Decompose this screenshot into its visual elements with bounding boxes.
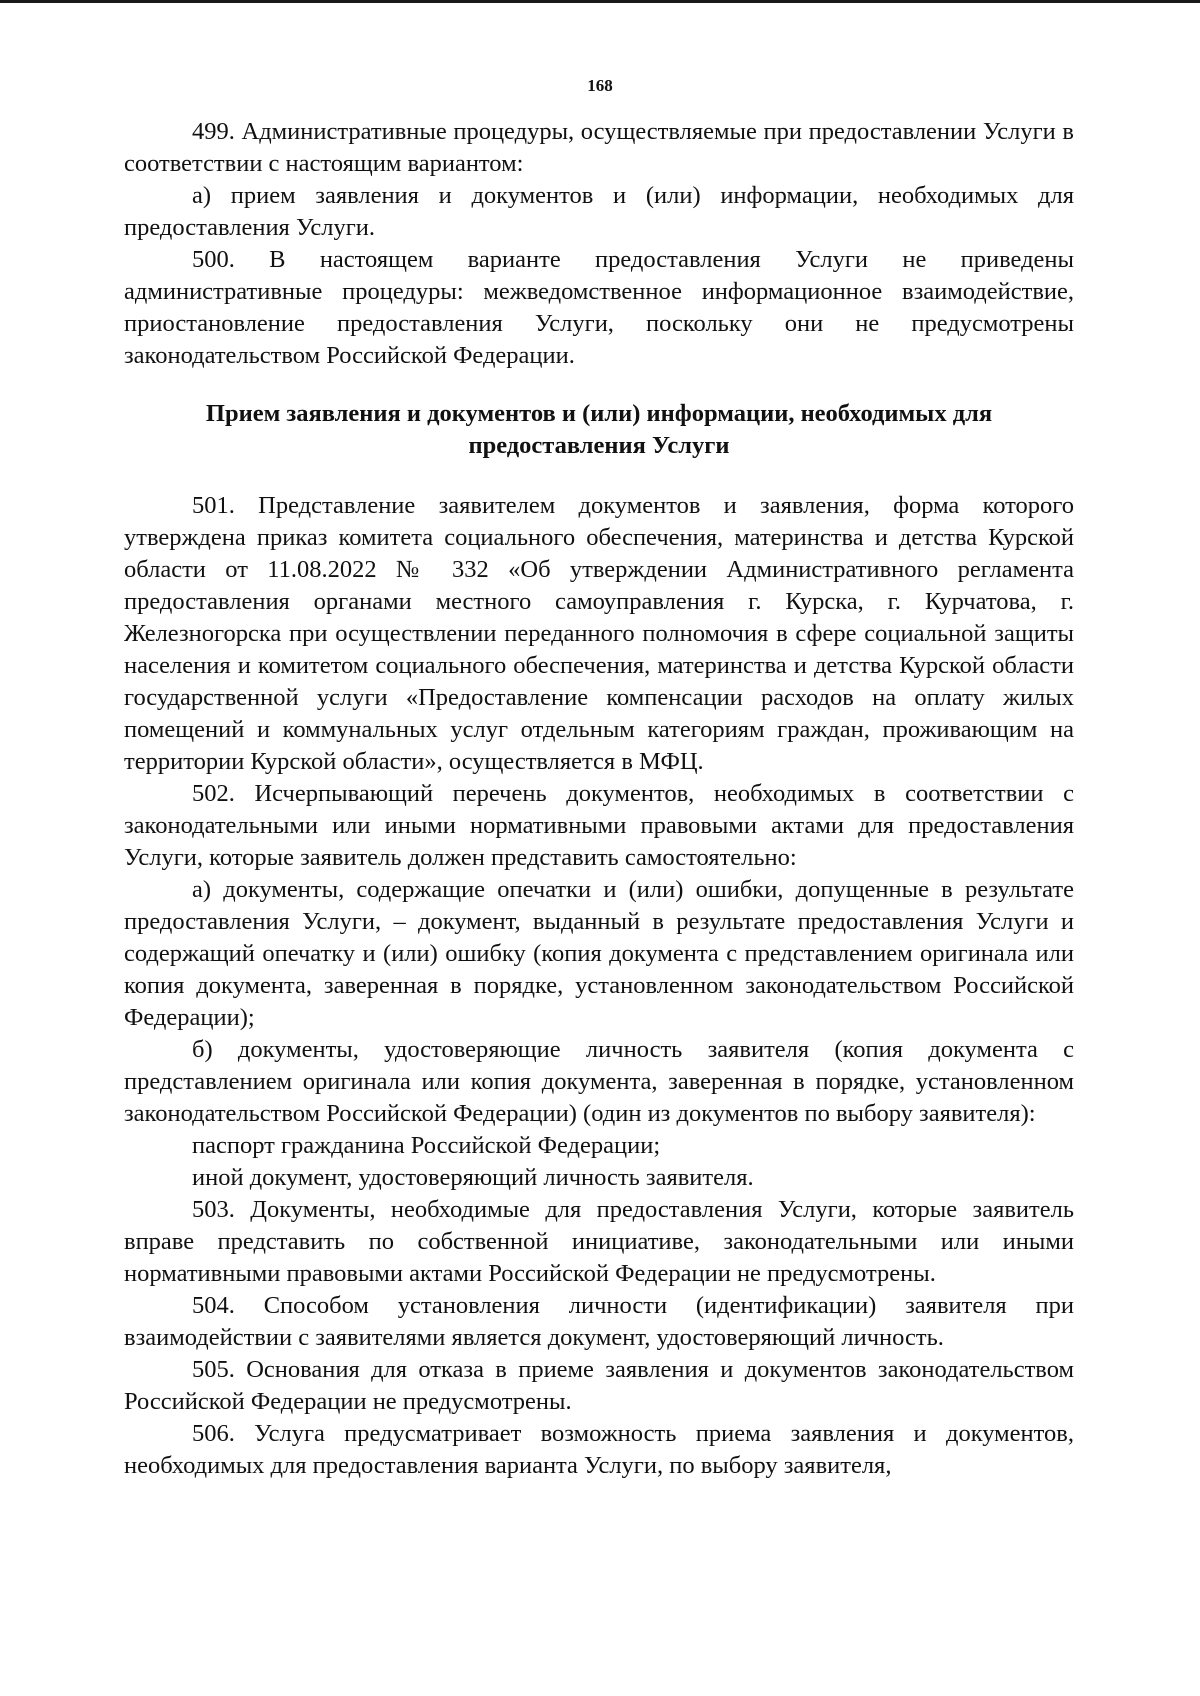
paragraph-500: 500. В настоящем варианте предоставления Услуги не приведены административные процедуры: межведомственное информационное взаимодействие, приостановление предоставления Услуги, поскольку они не предусмотрены законодательством Российской Федерации. [124,246,1074,369]
paragraph-506: 506. Услуга предусматривает возможность приема заявления и документов, необходимых для предоставления варианта Услуги, по выбору заявителя, [124,1420,1074,1479]
paragraph-502: 502. Исчерпывающий перечень документов, необходимых в соответствии с законодательными или иными нормативными правовыми актами для предоставления Услуги, которые заявитель должен представить самостоятельно: [124,780,1074,871]
paragraph-503: 503. Документы, необходимые для предоставления Услуги, которые заявитель вправе представить по собственной инициативе, законодательными или иными нормативными правовыми актами Российской Федерации не предусмотрены. [124,1196,1074,1287]
list-item-b-documents: б) документы, удостоверяющие личность заявителя (копия документа с представлением оригинала или копия документа, заверенная в порядке, установленном законодательством Российской Федерации) (один из документов по выбору заявителя): [124,1036,1074,1127]
page-number: 168 [587,76,613,95]
paragraph-504: 504. Способом установления личности (идентификации) заявителя при взаимодействии с заявителями является документ, удостоверяющий личность. [124,1292,1074,1351]
list-item-passport: паспорт гражданина Российской Федерации; [192,1132,661,1159]
section-heading: Прием заявления и документов и (или) информации, необходимых для предоставления Услуги [205,400,993,459]
paragraph-499: 499. Административные процедуры, осуществляемые при предоставлении Услуги в соответствии с настоящим вариантом: [124,118,1074,177]
paragraph-505: 505. Основания для отказа в приеме заявления и документов законодательством Российской Федерации не предусмотрены. [124,1356,1074,1415]
document-body [124,116,1074,1482]
list-item-a-reception: а) прием заявления и документов и (или) информации, необходимых для предоставления Услуги. [124,182,1074,241]
list-item-other-document: иной документ, удостоверяющий личность заявителя. [192,1164,754,1191]
paragraph-501: 501. Представление заявителем документов и заявления, форма которого утверждена приказ комитета социального обеспечения, материнства и детства Курской области от 11.08.2022 № 332 «Об утверждении Административного регламента предоставления органами местного самоуправления г. Курска, г. Курчатова, г. Железногорска при осуществлении переданного полномочия в сфере социальной защиты населения и комитетом социального обеспечения, материнства и детства Курской области государственной услуги «Предоставление компенсации расходов на оплату жилых помещений и коммунальных услуг отдельным категориям граждан, проживающим на территории Курской области», осуществляется в МФЦ. [124,492,1074,775]
top-border-line [0,0,1200,3]
list-item-a-documents: а) документы, содержащие опечатки и (или) ошибки, допущенные в результате предоставления Услуги, – документ, выданный в результате предоставления Услуги и содержащий опечатку и (или) ошибку (копия документа с представлением оригинала или копия документа, заверенная в порядке, установленном законодательством Российской Федерации); [124,876,1074,1031]
